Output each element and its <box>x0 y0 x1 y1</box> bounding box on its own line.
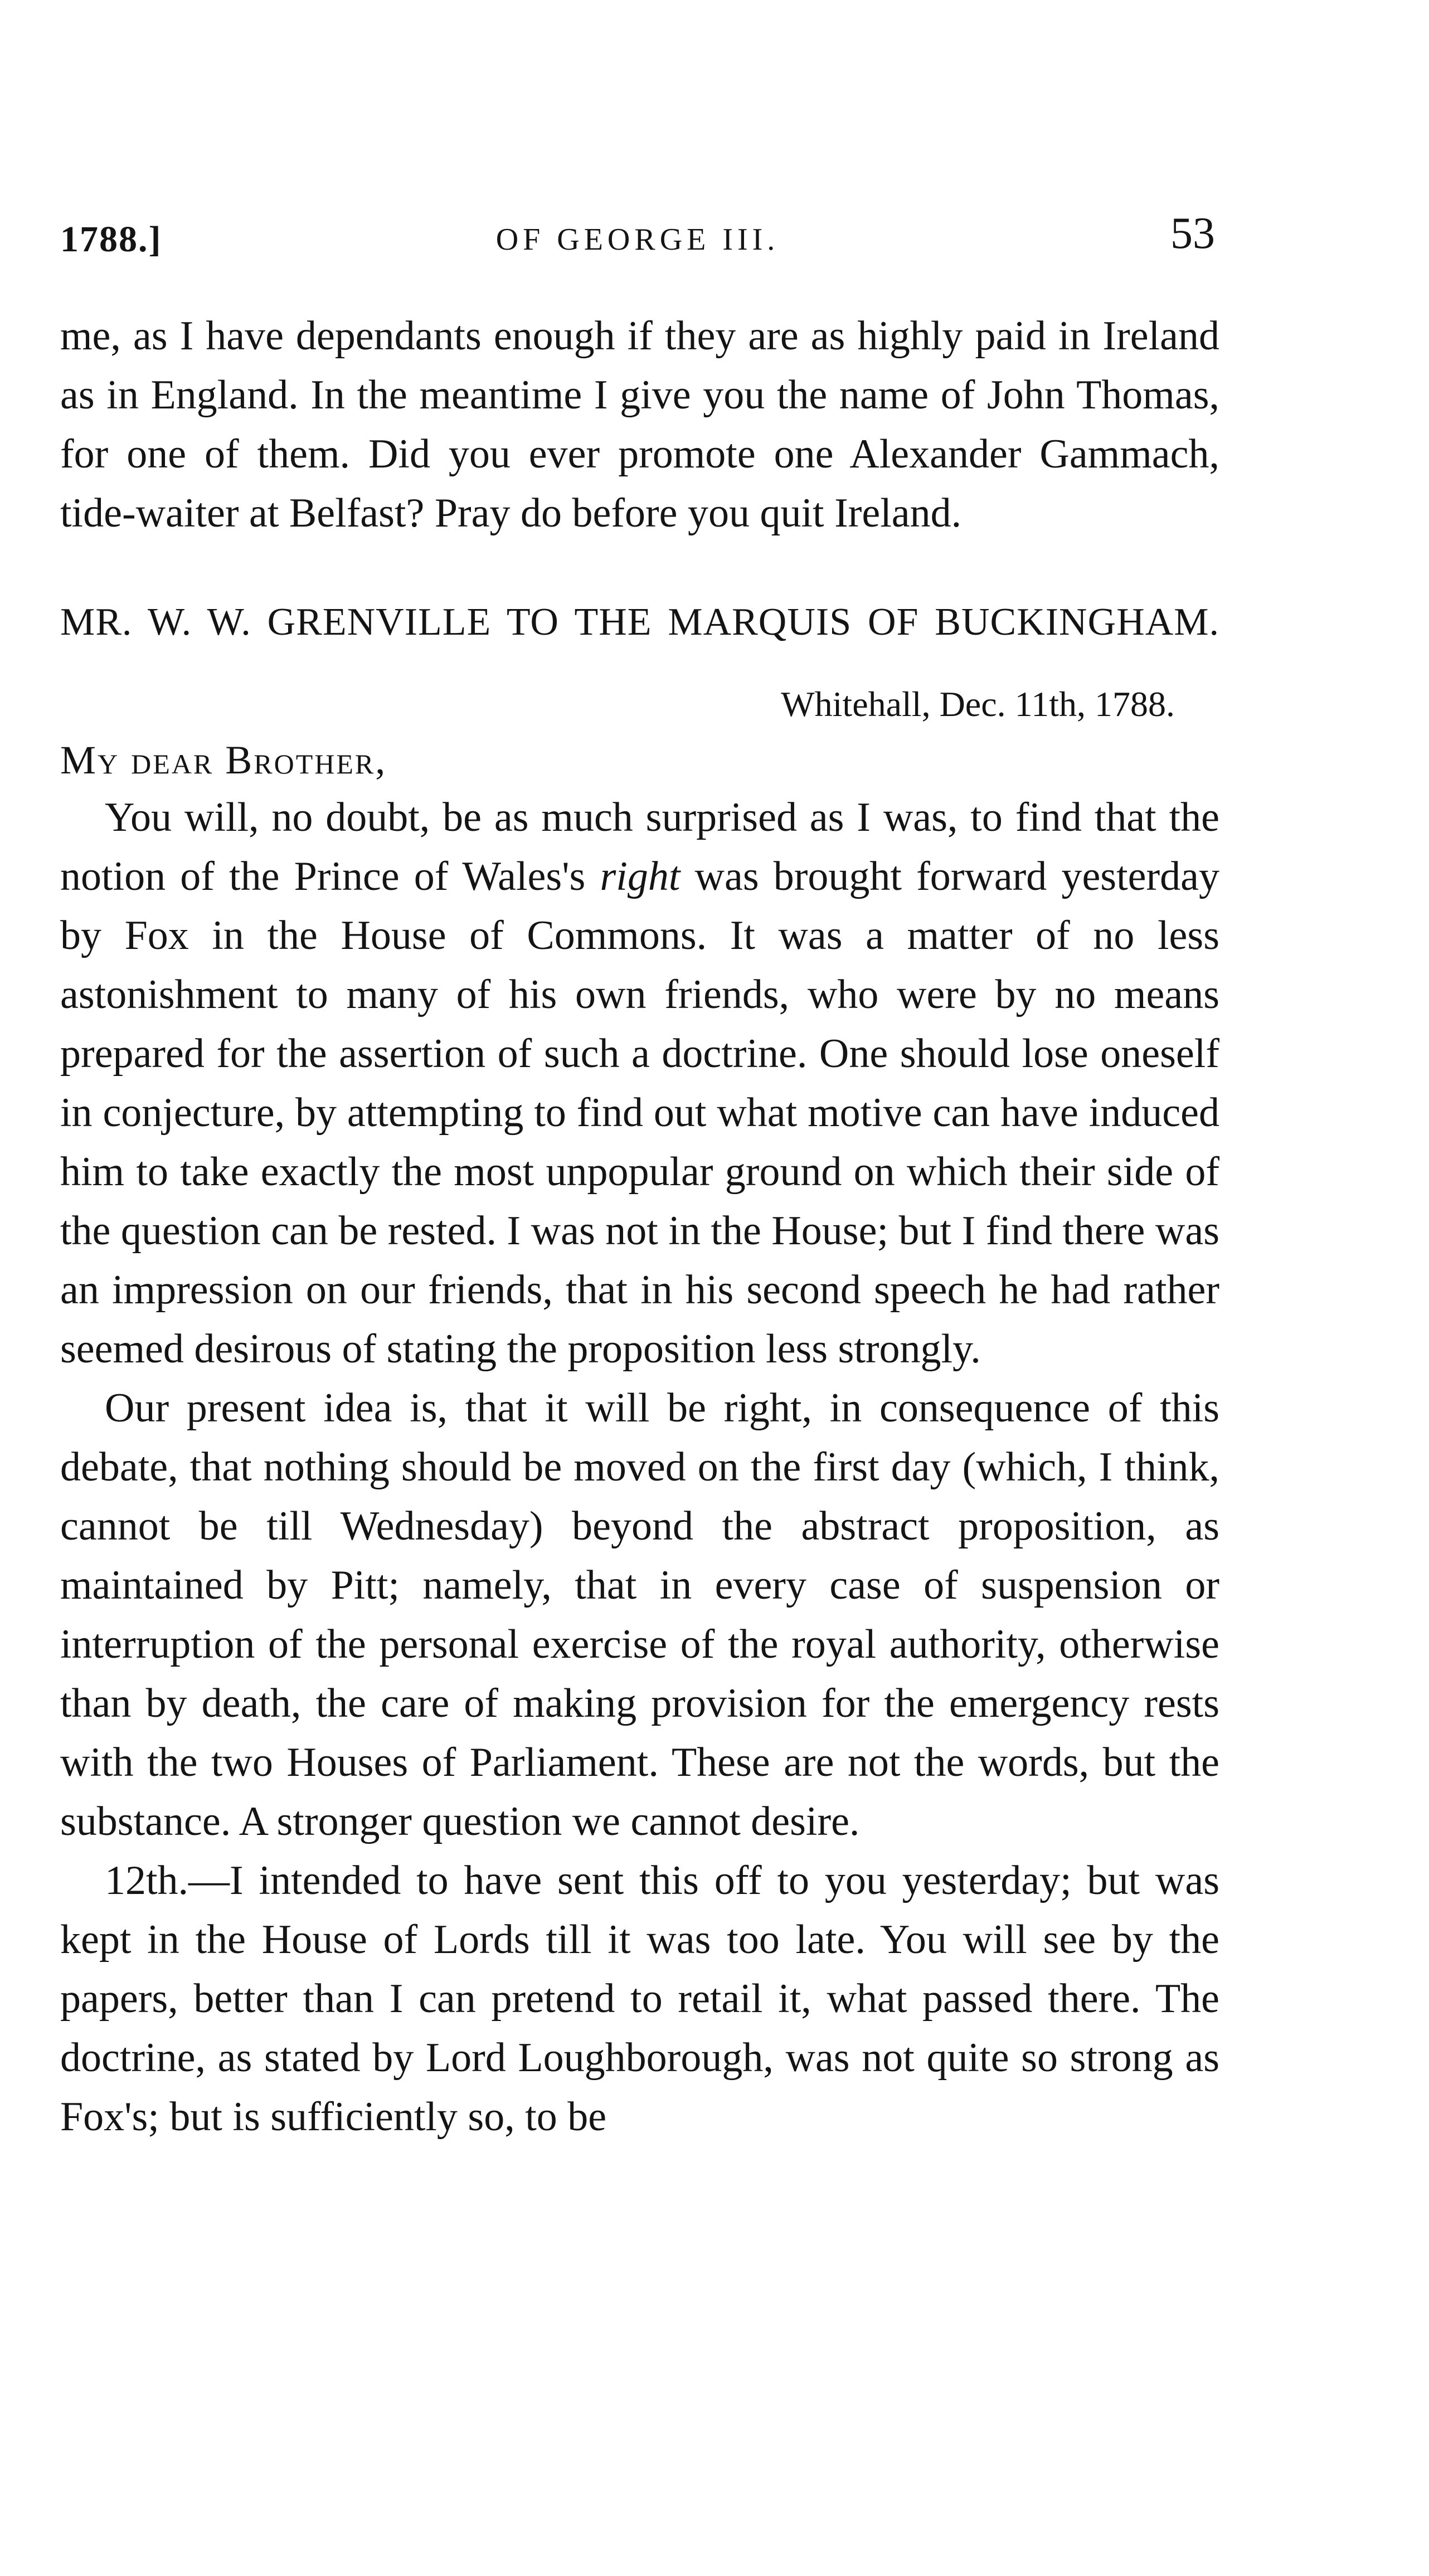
letter-paragraph-3: 12th.—I intended to have sent this off to you yesterday; but was kept in the House of Lords till it was too late. You will see by the papers, better than I can pretend to retail it, what passed there. The doctrine, as stated by Lord Loughborough, was not quite so strong as Fox's; but is sufficiently so, to be <box>60 1858 1219 2140</box>
letter-heading: MR. W. W. GRENVILLE TO THE MARQUIS OF BUCKINGHAM. <box>60 601 1219 644</box>
running-head-title: OF GEORGE III. <box>495 222 780 257</box>
letter-salutation: My dear Brother, <box>60 738 387 782</box>
running-head-year: 1788.] <box>60 219 162 260</box>
running-head <box>60 209 1215 280</box>
opening-paragraph: me, as I have dependants enough if they are as highly paid in Ireland as in England. In the meantime I give you the name of John Thomas, for one of them. Did you ever promote one Alexander Gammach, tide-waiter at Belfast? Pray do before you quit Ireland. <box>60 313 1219 536</box>
letter-paragraph-2: Our present idea is, that it will be right, in consequence of this debate, that nothing should be moved on the first day (which, I think, cannot be till Wednesday) beyond the abstract proposition, as maintained by Pitt; namely, that in every case of suspension or interruption of the personal exercise of the royal authority, otherwise than by death, the care of making provision for the emergency rests with the two Houses of Parliament. These are not the words, but the substance. A stronger question we cannot desire. <box>60 1385 1219 1844</box>
page-number: 53 <box>1170 209 1215 258</box>
paragraph-1-text-a: You will, no doubt, be as much surprised as I was, to find that the notion of the Prince of Wales's <box>60 795 1219 899</box>
paragraph-1-text-b: was brought forward yesterday by Fox in the House of Commons. It was a matter of no less astonishment to many of his own friends, who were by no means prepared for the assertion of such a doctrine. One should lose oneself in conjecture, by attempting to find out what motive can have induced him to take exactly the most unpopular ground on which their side of the question can be rested. I was not in the House; but I find there was an impression on our friends, that in his second speech he had rather seemed desirous of stating the proposition less strongly. <box>60 854 1219 1372</box>
paragraph-1-italic-word: right <box>600 854 681 899</box>
body-text <box>60 306 1219 2146</box>
letter-paragraph-1 <box>60 788 1219 1379</box>
letter-dateline: Whitehall, Dec. 11th, 1788. <box>781 684 1175 724</box>
